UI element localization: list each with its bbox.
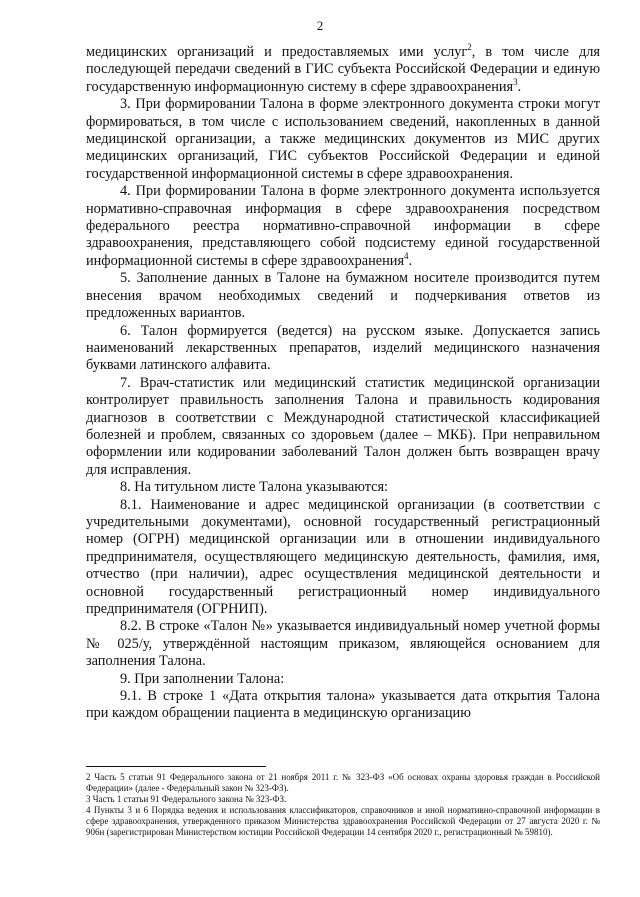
paragraph-7: 7. Врач-статистик или медицинский статистик медицинской организации контролирует правильность заполнения Талона и правильность кодирования диагнозов в соответствии с Международной статистической классификацией болезней и проблем, связанных со здоровьем (далее – МКБ). При неправильном оформлении или кодировании заболеваний Талон должен быть возвращен врачу для исправления.	[86, 374, 600, 478]
footnote-2: 2 Часть 5 статьи 91 Федерального закона от 21 ноября 2011 г. № 323-ФЗ «Об основах охраны здоровья граждан в Российской Федерации» (далее - Федеральный закон № 323-ФЗ).	[86, 772, 600, 793]
paragraph-3: 3. При формировании Талона в форме электронного документа строки могут формироваться, в том числе с использованием сведений, накопленных в данной медицинской организации, а также медицинских документов из МИС других медицинских организаций, ГИС субъектов Российской Федерации и единой государственной информационной системы в сфере здравоохранения.	[86, 96, 600, 182]
footnote-3: 3 Часть 1 статьи 91 Федерального закона № 323-ФЗ.	[86, 794, 287, 804]
footnote-ref-3: 3	[513, 77, 518, 88]
paragraph-9-1: 9.1. В строке 1 «Дата открытия талона» указывается дата открытия Талона при каждом обращении пациента в медицинскую организацию	[86, 688, 600, 722]
footnote-ref-4: 4	[404, 251, 409, 262]
paragraph-8: 8. На титульном листе Талона указываются:	[120, 479, 389, 496]
footnote-4: 4 Пункты 3 и 6 Порядка ведения и использования классификаторов, справочников и иной нормативно-справочной информации в сфере здравоохранения, утвержденного приказом Министерства здравоохранения Российской Федерации от 27 августа 2020 г. № 906н (зарегистрирован Министерством юстиции Российской Федерации 14 сентября 2020 г., регистрационный № 59810).	[86, 805, 600, 837]
document-body	[86, 44, 600, 723]
paragraph-8-1: 8.1. Наименование и адрес медицинской организации (в соответствии с учредительными документами), основной государственный регистрационный номер (ОГРН) медицинской организации или в отношении индивидуального предпринимателя, осуществляющего медицинскую деятельность, фамилия, имя, отчество (при наличии), адрес осуществления медицинской деятельности и основной государственный регистрационный номер индивидуального предпринимателя (ОГРНИП).	[86, 496, 600, 617]
paragraph-5: 5. Заполнение данных в Талоне на бумажном носителе производится путем внесения врачом необходимых сведений и подчеркивания ответов из предложенных вариантов.	[86, 270, 600, 322]
footnotes	[86, 772, 600, 838]
paragraph-continuation: медицинских организаций и предоставляемых ими услуг$^2$, в том числе для последующей передачи сведений в ГИС субъекта Российской Федерации и единую государственную информационную систему в сфере здравоохранения$^3$.	[86, 42, 600, 95]
paragraph-9: 9. При заполнении Талона:	[120, 670, 285, 687]
footnote-divider	[86, 766, 266, 767]
paragraph-4: 4. При формировании Талона в форме электронного документа используется нормативно-справочная информация в сфере здравоохранения посредством федерального реестра нормативно-справочной информации в сфере здравоохранения, представляющего собой подсистему единой государственной информационной системы в сфере здравоохранения$^4$.	[86, 183, 600, 269]
page-number: 2	[316, 18, 324, 33]
footnote-ref-2: 2	[467, 42, 472, 53]
paragraph-8-2: 8.2. В строке «Талон №» указывается индивидуальный номер учетной формы № 025/у, утверждённой настоящим приказом, являющейся основанием для заполнения Талона.	[86, 618, 600, 670]
paragraph-6: 6. Талон формируется (ведется) на русском языке. Допускается запись наименований лекарственных препаратов, изделий медицинского назначения буквами латинского алфавита.	[86, 322, 600, 374]
